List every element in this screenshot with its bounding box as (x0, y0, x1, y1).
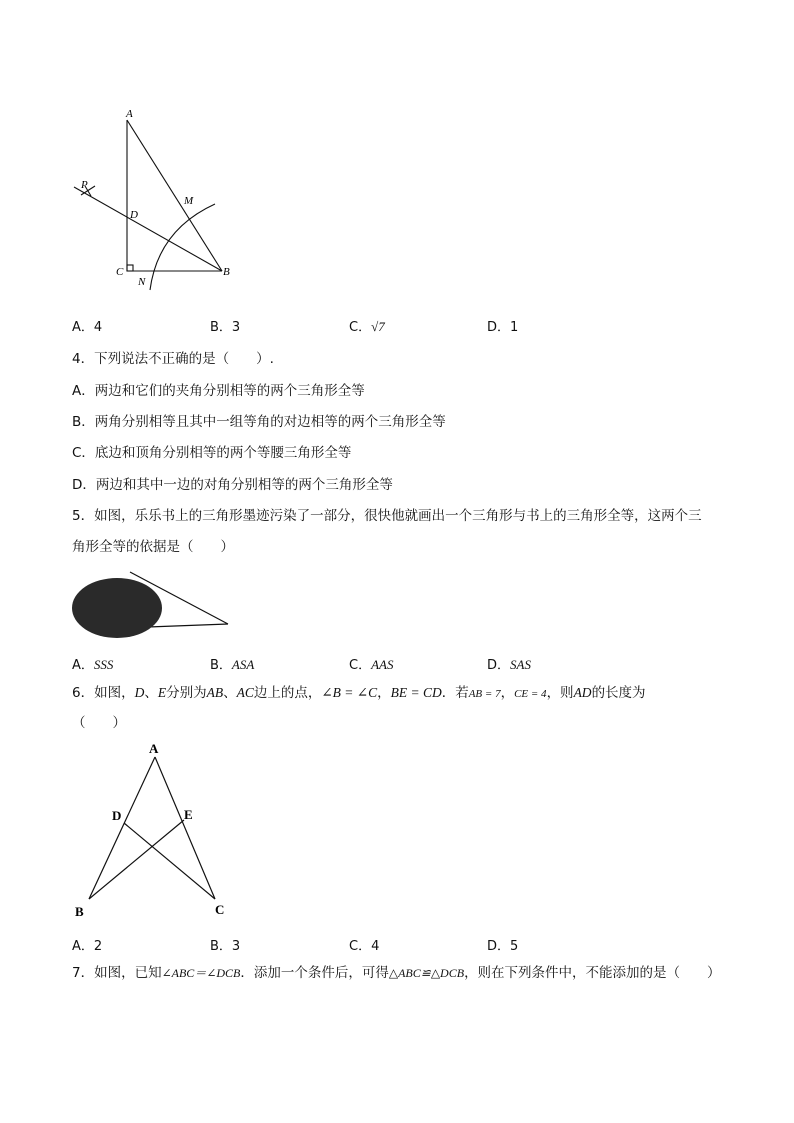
q6-text: ，则 (546, 685, 574, 701)
option-label: D． (487, 320, 511, 335)
q6-options (72, 935, 772, 955)
q5-option-b[interactable] (210, 654, 254, 673)
q4-option-a[interactable]: A．两边和它们的夹角分别相等的两个三角形全等 (72, 383, 365, 399)
option-value: 5 (510, 939, 519, 954)
label-e: E (184, 807, 193, 822)
option-value: 3 (231, 939, 241, 954)
option-label: B． (210, 939, 232, 954)
q6-text: ， (377, 685, 391, 701)
option-label: C． (349, 320, 372, 335)
math-d: D (134, 685, 145, 700)
q4-option-c[interactable]: C．底边和顶角分别相等的两个等腰三角形全等 (72, 445, 352, 461)
right-angle-mark (127, 265, 133, 271)
label-a: A (149, 741, 159, 756)
option-value: AAS (371, 657, 394, 672)
q7-stem (72, 963, 721, 983)
q6-text: 边上的点， (253, 685, 322, 701)
segment-cd (124, 823, 215, 899)
bisector-line-bp (74, 187, 222, 271)
figure-triangle-construction (60, 100, 260, 300)
label-n: N (138, 276, 146, 288)
segment-ab (127, 120, 222, 271)
label-d: D (112, 808, 122, 823)
q3-option-d[interactable] (487, 316, 518, 335)
math-ab: AB (206, 685, 224, 700)
segment-be (89, 820, 184, 899)
label-d: D (130, 209, 138, 221)
math-ab-7: AB = 7 (468, 688, 501, 700)
label-a: A (126, 108, 133, 120)
option-value: 3 (231, 320, 241, 335)
q6-text: 的长度为 (591, 685, 646, 701)
q6-option-b[interactable] (210, 935, 240, 954)
figure-isosceles-triangle (68, 738, 248, 923)
q5-stem-line1: 5．如图，乐乐书上的三角形墨迹污染了一部分，很快他就画出一个三角形与书上的三角形全等，这两个三 (72, 508, 702, 524)
option-label: A． (72, 320, 94, 335)
math-ce-4: CE = 4 (514, 688, 547, 700)
q5-option-c[interactable] (349, 654, 393, 673)
triangle-lower-side (148, 624, 228, 627)
q4-stem: 4．下列说法不正确的是（ ）. (72, 351, 274, 367)
math-be-cd: BE = CD (390, 685, 442, 700)
figure-ink-stained-triangle (68, 566, 238, 641)
label-c: C (116, 266, 124, 278)
q4-option-b[interactable]: B．两角分别相等且其中一组等角的对边相等的两个三角形全等 (72, 414, 446, 430)
label-m: M (184, 195, 194, 207)
label-b: B (75, 904, 84, 919)
q6-text: 、 (144, 685, 158, 701)
segment-ac (155, 757, 215, 899)
q6-option-d[interactable] (487, 935, 518, 954)
option-label: B． (210, 320, 232, 335)
arc-mn (150, 204, 215, 290)
q5-options (72, 654, 772, 674)
math-e: E (157, 685, 167, 700)
q3-option-c[interactable] (349, 316, 385, 335)
q7-text: ．添加一个条件后，可得 (240, 965, 389, 981)
label-b: B (223, 266, 230, 278)
option-value: 1 (510, 320, 519, 335)
q5-option-a[interactable] (72, 654, 113, 673)
ink-blot (72, 578, 162, 638)
q7-text: 7．如图，已知 (72, 965, 162, 981)
option-value: SAS (510, 657, 531, 672)
option-value: 4 (371, 939, 380, 954)
q6-text: ．若 (441, 685, 469, 701)
q6-stem-line1 (72, 683, 646, 704)
q6-text: 分别为 (166, 685, 207, 701)
math-ad: AD (573, 685, 592, 700)
math-angle-abc-dcb: ∠ABC＝∠DCB (161, 966, 241, 980)
q6-text: ， (500, 685, 515, 701)
q6-option-c[interactable] (349, 935, 379, 954)
q5-option-d[interactable] (487, 654, 531, 673)
option-label: A． (72, 939, 94, 954)
q3-option-a[interactable] (72, 316, 102, 335)
math-angle-cond: ∠B = ∠C (321, 685, 378, 700)
q6-text: 6．如图， (72, 685, 135, 701)
segment-ab (89, 757, 155, 899)
option-value: ASA (231, 657, 255, 672)
option-label: D． (487, 658, 511, 673)
q3-option-b[interactable] (210, 316, 240, 335)
option-value: 4 (93, 320, 103, 335)
q4-option-d[interactable]: D．两边和其中一边的对角分别相等的两个三角形全等 (72, 477, 393, 493)
option-value: SSS (93, 657, 114, 672)
option-label: B． (210, 658, 232, 673)
q3-options (72, 316, 772, 336)
q6-stem-line2: （ ） (72, 715, 126, 731)
q6-option-a[interactable] (72, 935, 102, 954)
math-ac: AC (236, 685, 254, 700)
option-value: 2 (93, 939, 103, 954)
option-label: C． (349, 939, 372, 954)
option-label: C． (349, 658, 372, 673)
math-congruent: △ABC≌△DCB (388, 966, 465, 980)
option-label: A． (72, 658, 94, 673)
label-c: C (215, 902, 225, 917)
option-value: √7 (371, 319, 385, 334)
option-label: D． (487, 939, 511, 954)
label-p: P (81, 179, 88, 191)
q5-stem-line2: 角形全等的依据是（ ） (72, 539, 234, 555)
q6-text: 、 (223, 685, 237, 701)
q7-text: ，则在下列条件中，不能添加的是（ ） (464, 965, 721, 981)
